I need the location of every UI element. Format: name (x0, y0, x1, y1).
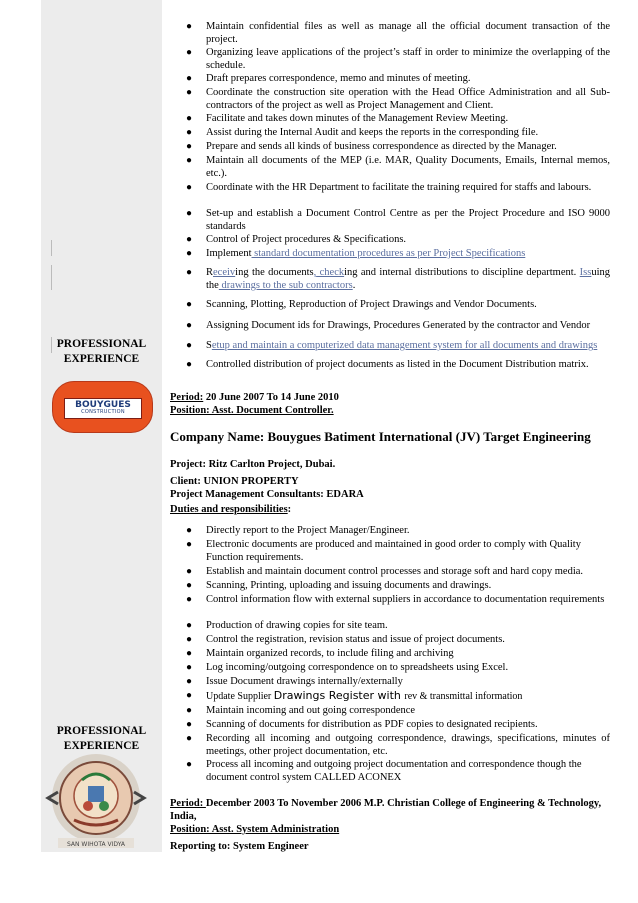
link-text[interactable]: etup and maintain a computerized data management system for all documents and drawings (211, 340, 598, 351)
section-heading: PROFESSIONAL EXPERIENCE (56, 338, 147, 365)
college-logo (44, 750, 152, 850)
duties-heading: Duties and responsibilities: (170, 504, 292, 515)
section-heading: PROFESSIONAL EXPERIENCE (56, 725, 147, 752)
reporting-to: Reporting to: System Engineer (170, 841, 309, 852)
company-name: Company Name: Bouygues Batiment International (JV) Target Engineering (170, 429, 591, 444)
position-title: Position: Asst. Document Controller. (170, 405, 334, 416)
period: Period: 20 June 2007 To 14 June 2010 (170, 392, 339, 403)
bouygues-logo: BOUYGUES CONSTRUCTION (52, 381, 153, 433)
link-text[interactable]: standard documentation procedures as per Project Specifications (251, 248, 526, 259)
period: Period: December 2003 To November 2006 M.P. Christian College of Engineering & Technology, India, (170, 798, 602, 822)
position-title: Position: Asst. System Administration (170, 824, 340, 835)
margin-bar (51, 265, 52, 290)
consultants: Project Management Consultants: EDARA (170, 489, 364, 500)
client-name: Client: UNION PROPERTY (170, 476, 299, 487)
project-name: Project: Ritz Carlton Project, Dubai. (170, 459, 336, 470)
margin-bar (51, 240, 52, 256)
link-text[interactable]: drawings to the sub contractors (218, 280, 353, 291)
svg-text:SAN WIHOTA VIDYA: SAN WIHOTA VIDYA (66, 841, 126, 848)
